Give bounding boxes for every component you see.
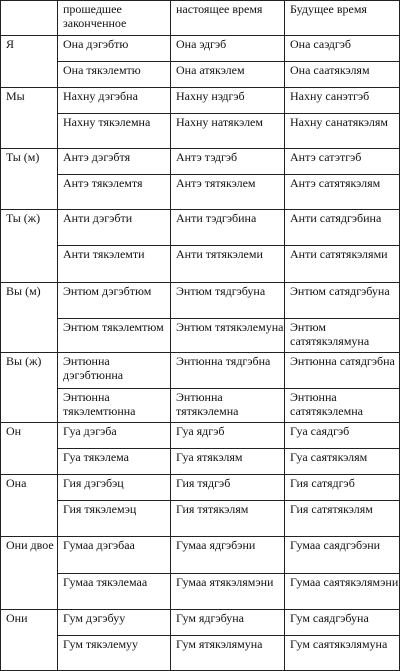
pronoun-cell: Они xyxy=(1,610,58,671)
form-cell: Она саэдгэб xyxy=(285,36,400,62)
form-cell: Гум дэгэбуу xyxy=(58,610,171,636)
column-header: прошедшее законченное xyxy=(58,1,171,36)
form-cell: Нахну нэдгэб xyxy=(171,88,285,114)
table-row xyxy=(1,283,400,319)
table-body xyxy=(1,1,400,671)
form-cell: Энтюм тякэлемтюм xyxy=(58,319,171,353)
form-cell: Гумаа саятякэлямэни xyxy=(285,574,400,610)
pronoun-cell: Мы xyxy=(1,88,58,149)
pronoun-cell: Вы (м) xyxy=(1,283,58,353)
form-cell: Гум тякэлемуу xyxy=(58,636,171,671)
form-cell: Анти тякэлемти xyxy=(58,246,171,283)
form-cell: Гумаа дэгэбаа xyxy=(58,537,171,574)
form-cell: Гия тятякэлям xyxy=(171,501,285,537)
form-cell: Гум саядгэбуна xyxy=(285,610,400,636)
form-cell: Нахну дэгэбна xyxy=(58,88,171,114)
table-row xyxy=(1,353,400,389)
form-cell: Гумаа саядгэбэни xyxy=(285,537,400,574)
column-header: настоящее время xyxy=(171,1,285,36)
form-cell: Анти тятякэлеми xyxy=(171,246,285,283)
form-cell: Гия сатятякэлям xyxy=(285,501,400,537)
header-row xyxy=(1,1,400,36)
form-cell: Гум саятякэлямуна xyxy=(285,636,400,671)
form-cell: Антэ сатятякэлям xyxy=(285,175,400,210)
form-cell: Антэ сатэтгэб xyxy=(285,149,400,175)
form-cell: Энтюм тядгэбуна xyxy=(171,283,285,319)
pronoun-cell: Она xyxy=(1,475,58,537)
form-cell: Антэ тэдгэб xyxy=(171,149,285,175)
table-row xyxy=(1,210,400,246)
form-cell: Энтюнна тякэлемтюнна xyxy=(58,389,171,423)
form-cell: Антэ тякэлемтя xyxy=(58,175,171,210)
form-cell: Гуа дэгэба xyxy=(58,423,171,449)
table-row xyxy=(1,114,400,149)
form-cell: Энтюм сатятякэлямуна xyxy=(285,319,400,353)
pronoun-cell: Ты (ж) xyxy=(1,210,58,283)
form-cell: Она атякэлем xyxy=(171,62,285,88)
table-row xyxy=(1,449,400,475)
table-row xyxy=(1,610,400,636)
form-cell: Она эдгэб xyxy=(171,36,285,62)
form-cell: Гумаа ятякэлямэни xyxy=(171,574,285,610)
form-cell: Гуа саядгэб xyxy=(285,423,400,449)
table-row xyxy=(1,389,400,423)
form-cell: Гия тякэлемэц xyxy=(58,501,171,537)
form-cell: Нахну натякэлем xyxy=(171,114,285,149)
form-cell: Энтюнна тядгэбна xyxy=(171,353,285,389)
form-cell: Энтюнна тятякэлемна xyxy=(171,389,285,423)
form-cell: Гум ядгэбуна xyxy=(171,610,285,636)
form-cell: Нахну санэтгэб xyxy=(285,88,400,114)
form-cell: Гумаа ядгэбэни xyxy=(171,537,285,574)
form-cell: Энтюм тятякэлемуна xyxy=(171,319,285,353)
table-row xyxy=(1,501,400,537)
form-cell: Энтюнна сатятякэлемна xyxy=(285,389,400,423)
table-row xyxy=(1,175,400,210)
form-cell: Антэ дэгэбтя xyxy=(58,149,171,175)
table-row xyxy=(1,423,400,449)
pronoun-cell: Он xyxy=(1,423,58,475)
form-cell: Гия сатядгэб xyxy=(285,475,400,501)
form-cell: Анти тэдгэбина xyxy=(171,210,285,246)
pronoun-cell: Я xyxy=(1,36,58,88)
form-cell: Нахну санатякэлям xyxy=(285,114,400,149)
form-cell: Антэ тятякэлем xyxy=(171,175,285,210)
form-cell: Энтюм дэгэбтюм xyxy=(58,283,171,319)
table-row xyxy=(1,319,400,353)
table-row xyxy=(1,36,400,62)
form-cell: Она тякэлемтю xyxy=(58,62,171,88)
form-cell: Она саатякэлям xyxy=(285,62,400,88)
form-cell: Анти сатятякэлями xyxy=(285,246,400,283)
pronoun-cell: Вы (ж) xyxy=(1,353,58,423)
form-cell: Гуа тякэлема xyxy=(58,449,171,475)
form-cell: Гуа саятякэлям xyxy=(285,449,400,475)
table-row xyxy=(1,62,400,88)
table-row xyxy=(1,574,400,610)
form-cell: Гум ятякэлямуна xyxy=(171,636,285,671)
table-row xyxy=(1,88,400,114)
form-cell: Гия дэгэбэц xyxy=(58,475,171,501)
form-cell: Гия тядгэб xyxy=(171,475,285,501)
column-header: Будущее время xyxy=(285,1,400,36)
pronoun-cell: Ты (м) xyxy=(1,149,58,210)
form-cell: Гумаа тякэлемаа xyxy=(58,574,171,610)
form-cell: Нахну тякэлемна xyxy=(58,114,171,149)
form-cell: Она дэгэбтю xyxy=(58,36,171,62)
column-header xyxy=(1,1,58,36)
pronoun-cell: Они двое xyxy=(1,537,58,610)
table-row xyxy=(1,149,400,175)
table-row xyxy=(1,537,400,574)
form-cell: Энтюнна сатядгэбна xyxy=(285,353,400,389)
table-row xyxy=(1,636,400,671)
form-cell: Анти дэгэбти xyxy=(58,210,171,246)
form-cell: Энтюм сатядгэбуна xyxy=(285,283,400,319)
form-cell: Гуа ятякэлям xyxy=(171,449,285,475)
form-cell: Энтюнна дэгэбтюнна xyxy=(58,353,171,389)
form-cell: Гуа ядгэб xyxy=(171,423,285,449)
form-cell: Анти сатядгэбина xyxy=(285,210,400,246)
table-row xyxy=(1,246,400,283)
table-row xyxy=(1,475,400,501)
